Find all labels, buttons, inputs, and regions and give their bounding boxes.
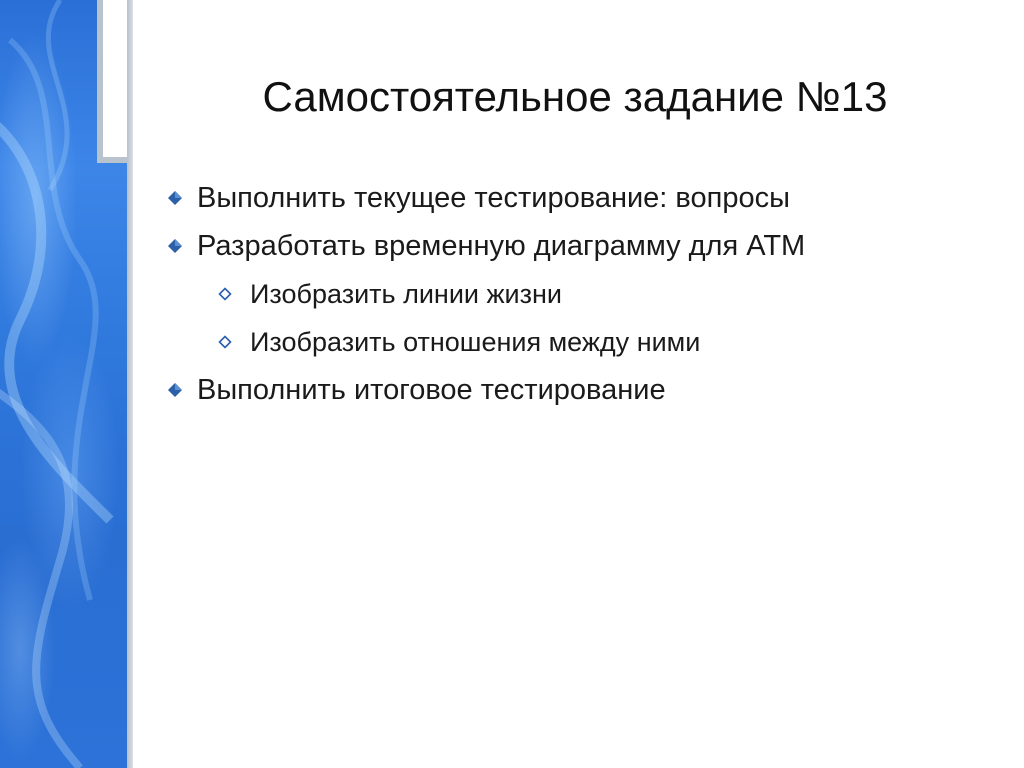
bullet-list — [166, 174, 986, 414]
bullet-text: Выполнить итоговое тестирование — [197, 373, 666, 406]
sub-bullet-text: Изобразить отношения между ними — [250, 326, 701, 357]
sub-bullet-text: Изобразить линии жизни — [250, 278, 563, 309]
filled-diamond-bullet-icon — [166, 237, 184, 255]
filled-diamond-bullet-icon — [166, 381, 184, 399]
bullet-text: Выполнить текущее тестирование: вопросы — [197, 181, 790, 214]
bullet-item — [166, 366, 986, 414]
slide-title: Самостоятельное задание №13 — [262, 73, 888, 120]
band-edge-stripe — [127, 0, 133, 768]
bullet-item — [166, 174, 986, 222]
sub-bullet-item — [166, 318, 986, 366]
outline-diamond-bullet-icon — [216, 333, 234, 351]
filled-diamond-bullet-icon — [166, 189, 184, 207]
outline-diamond-bullet-icon — [216, 285, 234, 303]
band-notch-bracket — [97, 0, 127, 163]
bullet-item — [166, 222, 986, 270]
bullet-text: Разработать временную диаграмму для АТМ — [197, 229, 806, 262]
sub-bullet-item — [166, 270, 986, 318]
